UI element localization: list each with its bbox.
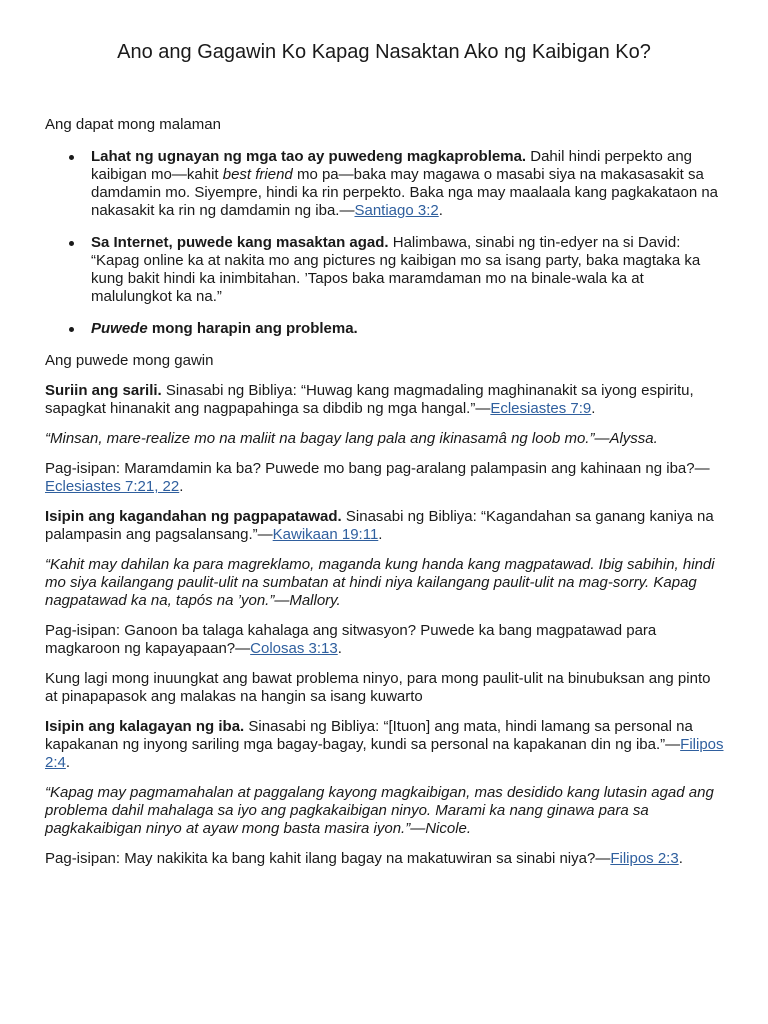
paragraph-bold: Isipin ang kagandahan ng pagpapatawad. (45, 508, 342, 525)
page-title: Ano ang Gagawin Ko Kapag Nasaktan Ako ng Kaibigan Ko? (117, 41, 651, 63)
paragraph-text: Pag-isipan: Maramdamin ka ba? Puwede mo bang pag-aralang palampasin ang kahinaan ng iba?— (45, 460, 710, 477)
paragraph-end: . (591, 400, 596, 417)
bullet-bold: Sa Internet, puwede kang masaktan agad. (91, 234, 389, 251)
scripture-link[interactable]: Filipos 2:4 (45, 736, 724, 771)
quote-paragraph: “Kapag may pagmamahalan at paggalang kayong magkaibigan, mas desidido kang lutasin agad ang problema dahil mahalaga sa iyo ang pagkakaibigan ninyo. Marami ka nang ginawa para sa pagkakaibigan ninyo at ayaw mong basta masira iyon.”—Nicole. (45, 784, 714, 837)
paragraph-text: Sinasabi ng Bibliya: “Huwag kang magmadaling maghinanakit sa iyong espiritu, sapagkat hinanakit ang nagpapahinga sa dibdib ng mga hangal.”— (45, 382, 694, 417)
paragraph-end: . (678, 850, 683, 867)
scripture-link[interactable]: Colosas 3:13 (250, 640, 338, 657)
paragraph (45, 850, 725, 868)
scripture-link[interactable]: Filipos 2:3 (610, 850, 679, 867)
bullet-emphasis: Puwede (91, 320, 148, 337)
quote-paragraph: “Minsan, mare-realize mo na maliit na bagay lang pala ang ikinasamâ ng loob mo.”—Alyssa. (45, 430, 658, 447)
list-item (45, 320, 725, 338)
paragraph (45, 460, 725, 496)
paragraph-text: Sinasabi ng Bibliya: “[Ituon] ang mata, hindi lamang sa personal na kapakanan ng inyong sariling mga bagay-bagay, kundi sa personal na kapakanan din ng iba.”— (45, 718, 693, 753)
section-heading-do: Ang puwede mong gawin (45, 352, 214, 369)
paragraph-bold: Suriin ang sarili. (45, 382, 162, 399)
quote-paragraph: “Kahit may dahilan ka para magreklamo, maganda kung handa kang magpatawad. Ibig sabihin, hindi mo siya kailangang paulit-ulit na sumbatan at hindi niya kailangang paulit-ulit na mag-sorry. Kapag nagpatawad ka na, tapós na ’yon.”—Mallory. (45, 556, 715, 609)
paragraph (45, 508, 725, 544)
paragraph: Kung lagi mong inuungkat ang bawat problema ninyo, para mong paulit-ulit na binubuksan ang pinto at pinapapasok ang malakas na hangin sa isang kuwarto (45, 670, 711, 705)
paragraph-text: Pag-isipan: May nakikita ka bang kahit ilang bagay na makatuwiran sa sinabi niya?— (45, 850, 611, 867)
scripture-link[interactable]: Santiago 3:2 (354, 202, 439, 219)
paragraph-end: . (378, 526, 383, 543)
paragraph-text: Sinasabi ng Bibliya: “Kagandahan sa ganang kaniya na palampasin ang pagsalansang.”— (45, 508, 714, 543)
paragraph-end: . (337, 640, 342, 657)
bullet-text: Halimbawa, sinabi ng tin-edyer na si David: “Kapag online ka at nakita mo ang pictures ng kaibigan mo sa isang party, baka magtaka ka kung bakit hindi ka inimbitahan. ’Tapos baka maramdaman mo na binale-wala ka at malulungkot ka na.” (91, 234, 701, 305)
bullet-emphasis: best friend (222, 166, 293, 183)
scripture-link[interactable]: Eclesiastes 7:9 (490, 400, 592, 417)
scripture-link[interactable]: Kawikaan 19:11 (272, 526, 379, 543)
bullet-end: . (438, 202, 443, 219)
article-body (45, 116, 725, 880)
bullet-text: mo pa—baka may magawa o masabi siya na makasasakit sa damdamin mo. Siyempre, hindi ka rin perpekto. Baka nga may maalaala kang pagkakataon na nakasakit ka rin ng damdamin ng iba.— (91, 166, 719, 219)
bullet-bold: mong harapin ang problema. (147, 320, 358, 337)
paragraph (45, 622, 725, 658)
scripture-link[interactable]: Eclesiastes 7:21, 22 (45, 478, 180, 495)
paragraph-bold: Isipin ang kalagayan ng iba. (45, 718, 245, 735)
key-points-list (45, 148, 725, 338)
paragraph (45, 382, 725, 418)
bullet-bold: Lahat ng ugnayan ng mga tao ay puwedeng magkaproblema. (91, 148, 527, 165)
bullet-text: Dahil hindi perpekto ang kaibigan mo—kahit (91, 148, 693, 183)
paragraph-end: . (65, 754, 71, 771)
paragraph-text: Pag-isipan: Ganoon ba talaga kahalaga ang sitwasyon? Puwede ka bang magpatawad para magkaroon ng kapayapaan?— (45, 622, 657, 657)
paragraph (45, 718, 725, 772)
list-item (45, 148, 725, 220)
paragraph-end: . (179, 478, 184, 495)
list-item (45, 234, 725, 306)
section-heading-know: Ang dapat mong malaman (45, 116, 221, 133)
